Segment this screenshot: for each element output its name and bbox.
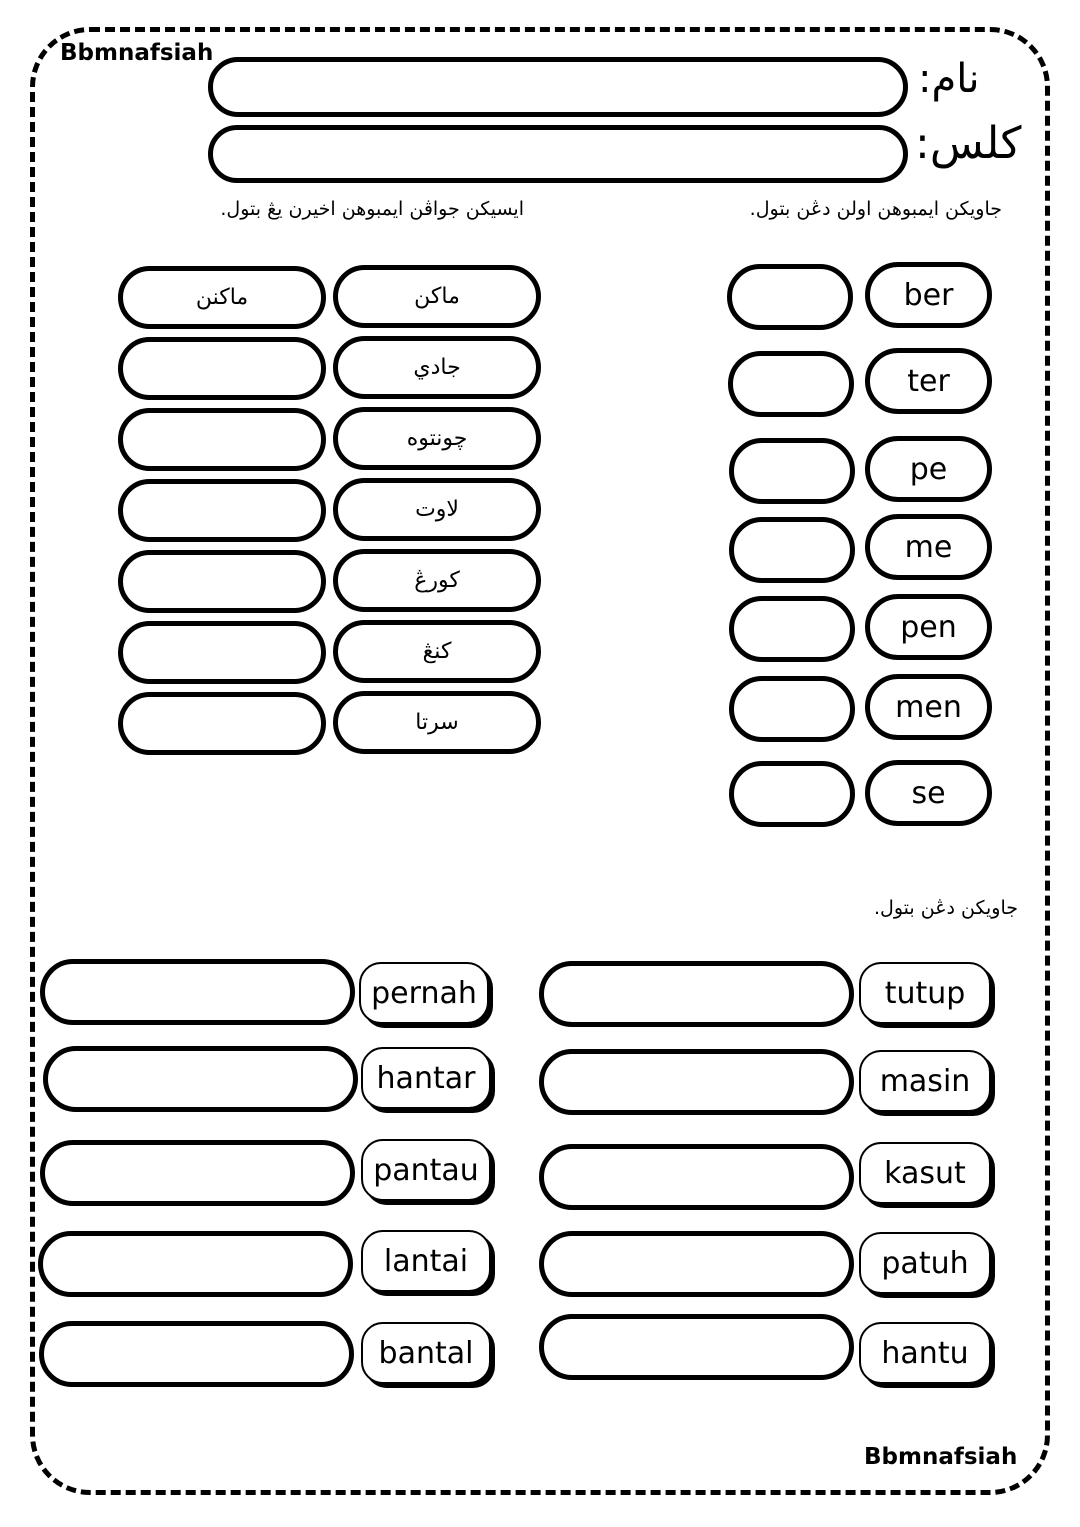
word-hantar: hantar: [361, 1047, 491, 1109]
jawi-answer-box-bantal[interactable]: [39, 1321, 354, 1387]
answer-box-pe[interactable]: [729, 438, 855, 504]
jawi-answer-box-hantu[interactable]: [539, 1314, 854, 1380]
root-word-1: ماكن: [333, 265, 541, 328]
jawi-answer-box-patuh[interactable]: [539, 1231, 854, 1297]
prefix-pen: pen: [865, 594, 992, 660]
prefix-se: se: [865, 760, 992, 826]
suffix-answer-box-1[interactable]: ماكنن: [118, 266, 326, 329]
section1-instruction: جاويكن ايمبوهن اولن دڠن بتول.: [749, 198, 1002, 220]
jawi-answer-box-kasut[interactable]: [539, 1144, 854, 1210]
word-pernah: pernah: [359, 962, 489, 1024]
word-tutup: tutup: [859, 962, 991, 1024]
word-masin: masin: [859, 1050, 991, 1112]
word-kasut: kasut: [859, 1142, 991, 1204]
prefix-ber: ber: [865, 262, 992, 328]
prefix-men: men: [865, 674, 992, 740]
suffix-answer-box-6[interactable]: [118, 621, 326, 684]
suffix-answer-box-2[interactable]: [118, 337, 326, 400]
root-word-5: كورڠ: [333, 549, 541, 612]
class-label: كلس:: [915, 118, 1022, 169]
answer-box-men[interactable]: [729, 676, 855, 742]
root-word-7: سرتا: [333, 691, 541, 754]
word-patuh: patuh: [859, 1232, 991, 1294]
prefix-me: me: [865, 514, 992, 580]
root-word-4: لاوت: [333, 478, 541, 541]
word-lantai: lantai: [361, 1230, 491, 1292]
word-pantau: pantau: [361, 1139, 491, 1201]
name-label: نام:: [918, 56, 980, 102]
answer-box-ter[interactable]: [728, 351, 854, 417]
answer-box-ber[interactable]: [727, 264, 853, 330]
suffix-answer-box-4[interactable]: [118, 479, 326, 542]
class-input[interactable]: [208, 125, 908, 183]
jawi-answer-box-tutup[interactable]: [539, 961, 854, 1027]
section3-instruction: جاويكن دڠن بتول.: [874, 897, 1018, 919]
jawi-answer-box-pantau[interactable]: [40, 1140, 355, 1206]
root-word-6: كنڠ: [333, 620, 541, 683]
brand-watermark-bottom: Bbmnafsiah: [864, 1444, 1018, 1470]
brand-watermark-top: Bbmnafsiah: [60, 40, 214, 66]
jawi-answer-box-masin[interactable]: [539, 1049, 854, 1115]
suffix-answer-box-5[interactable]: [118, 550, 326, 613]
word-hantu: hantu: [859, 1322, 991, 1384]
answer-box-se[interactable]: [729, 761, 855, 827]
root-word-2: جادي: [333, 336, 541, 399]
suffix-answer-box-3[interactable]: [118, 408, 326, 471]
jawi-answer-box-pernah[interactable]: [40, 959, 355, 1025]
jawi-answer-box-hantar[interactable]: [43, 1046, 358, 1112]
prefix-ter: ter: [865, 348, 992, 414]
root-word-3: چونتوه: [333, 407, 541, 470]
answer-box-me[interactable]: [729, 517, 855, 583]
answer-box-pen[interactable]: [729, 596, 855, 662]
word-bantal: bantal: [361, 1322, 491, 1384]
prefix-pe: pe: [865, 436, 992, 502]
section2-instruction: ايسيكن جواڤن ايمبوهن اخيرن يڠ بتول.: [220, 198, 524, 220]
name-input[interactable]: [208, 57, 908, 117]
suffix-answer-box-7[interactable]: [118, 692, 326, 755]
jawi-answer-box-lantai[interactable]: [38, 1231, 353, 1297]
